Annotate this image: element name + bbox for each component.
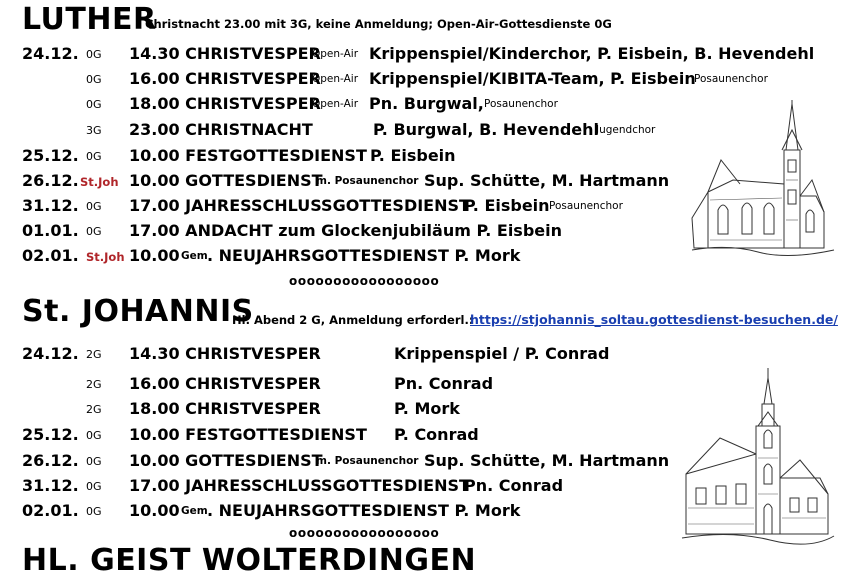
luther-title: LUTHER (22, 2, 157, 37)
row-openair: Open-Air (312, 73, 359, 85)
row-extra: Posaunenchor (694, 73, 768, 85)
row-event: 14.30 CHRISTVESPER (129, 344, 321, 363)
row-g: 2G (86, 403, 102, 416)
row-g: 0G (86, 200, 102, 213)
row-people: Krippenspiel/Kinderchor, P. Eisbein, B. Hevendehl (369, 44, 815, 63)
row-people: P. Mork (394, 399, 460, 418)
row-event: 10.00 FESTGOTTESDIENST (129, 146, 367, 165)
row-date: 24.12. (22, 44, 79, 63)
row-people: P. Eisbein (370, 146, 456, 165)
luther-church-drawing (688, 100, 838, 258)
row-people: P. Eisbein (464, 196, 550, 215)
johannis-subtitle: Hl. Abend 2 G, Anmeldung erforderl.: (232, 313, 474, 327)
row-people: Pn. Burgwal, (369, 94, 484, 113)
row-event: 14.30 CHRISTVESPER (129, 44, 321, 63)
row-people: Sup. Schütte, M. Hartmann (424, 171, 670, 190)
row-date: 25.12. (22, 146, 79, 165)
row-date: 01.01. (22, 221, 79, 240)
row-extra: Jugendchor (596, 124, 656, 136)
row-g: 0G (86, 505, 102, 518)
row-people: Krippenspiel / P. Conrad (394, 344, 610, 363)
row-g: St.Joh (86, 250, 125, 264)
row-openair: Gem (181, 505, 208, 517)
row-extra: Posaunenchor (484, 98, 558, 110)
row-people: . NEUJAHRSGOTTESDIENST P. Mork (207, 501, 521, 520)
row-date: 24.12. (22, 344, 79, 363)
row-event: 10.00 GOTTESDIENST (129, 171, 323, 190)
row-event: 17.00 JAHRESSCHLUSSGOTTESDIENST (129, 476, 470, 495)
row-people: Pn. Conrad (394, 374, 494, 393)
row-event: 10.00 (129, 501, 180, 520)
johannis-title: St. JOHANNIS (22, 294, 254, 329)
johannis-church-drawing (680, 368, 835, 560)
row-people: Pn. Conrad (464, 476, 564, 495)
row-event: 10.00 (129, 246, 180, 265)
row-g: 0G (86, 225, 102, 238)
row-date: 25.12. (22, 425, 79, 444)
row-date: 31.12. (22, 196, 79, 215)
row-event: 16.00 CHRISTVESPER (129, 69, 321, 88)
row-g: 0G (86, 429, 102, 442)
row-openair: Gem (181, 250, 208, 262)
row-people: . NEUJAHRSGOTTESDIENST P. Mork (207, 246, 521, 265)
row-event: 10.00 GOTTESDIENST (129, 451, 323, 470)
row-openair: m. Posaunenchor (316, 455, 419, 467)
row-event: 17.00 ANDACHT zum Glockenjubiläum P. Eisbein (129, 221, 563, 240)
row-people: Krippenspiel/KIBITA-Team, P. Eisbein (369, 69, 696, 88)
row-event: 10.00 FESTGOTTESDIENST (129, 425, 367, 444)
row-date: 31.12. (22, 476, 79, 495)
row-date: 26.12. (22, 451, 79, 470)
wolterdingen-title: HL. GEIST WOLTERDINGEN (22, 543, 477, 578)
row-people: P. Conrad (394, 425, 479, 444)
row-date: 02.01. (22, 501, 79, 520)
row-event: 17.00 JAHRESSCHLUSSGOTTESDIENST (129, 196, 470, 215)
row-g: 0G (86, 48, 102, 61)
row-date: 26.12. (22, 171, 79, 190)
luther-subtitle: Christnacht 23.00 mit 3G, keine Anmeldung; Open-Air-Gottesdienste 0G (145, 17, 612, 31)
row-extra: Posaunenchor (549, 200, 623, 212)
row-openair: m. Posaunenchor (316, 175, 419, 187)
row-g: 0G (86, 455, 102, 468)
johannis-registration-link[interactable]: https://stjohannis_soltau.gottesdienst-besuchen.de/ (470, 312, 838, 327)
row-g: 0G (86, 150, 102, 163)
row-g: 2G (86, 348, 102, 361)
row-openair: Open-Air (312, 48, 359, 60)
section-separator: ooooooooooooooooo (289, 526, 440, 540)
row-g: St.Joh (80, 175, 119, 189)
row-event: 18.00 CHRISTVESPER (129, 94, 321, 113)
row-event: 23.00 CHRISTNACHT (129, 120, 313, 139)
row-g: 0G (86, 480, 102, 493)
section-separator: ooooooooooooooooo (289, 274, 440, 288)
row-people: P. Burgwal, B. Hevendehl (373, 120, 600, 139)
row-g: 0G (86, 98, 102, 111)
row-date: 02.01. (22, 246, 79, 265)
row-event: 18.00 CHRISTVESPER (129, 399, 321, 418)
row-g: 0G (86, 73, 102, 86)
row-people: Sup. Schütte, M. Hartmann (424, 451, 670, 470)
row-event: 16.00 CHRISTVESPER (129, 374, 321, 393)
row-g: 2G (86, 378, 102, 391)
row-openair: Open-Air (312, 98, 359, 110)
row-g: 3G (86, 124, 102, 137)
